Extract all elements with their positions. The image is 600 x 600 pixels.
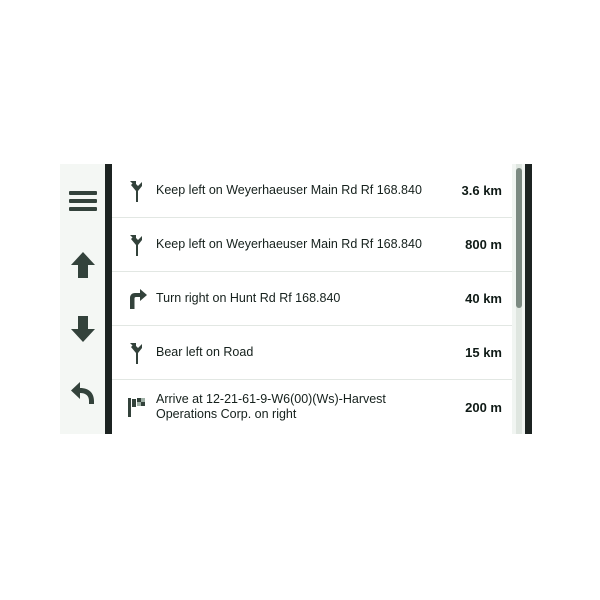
list-item[interactable] <box>112 164 512 218</box>
menu-icon[interactable] <box>64 182 102 220</box>
turn-list[interactable] <box>112 164 512 434</box>
turn-distance: 40 km <box>465 291 502 306</box>
list-item[interactable] <box>112 218 512 272</box>
navigation-device-screen <box>60 164 532 434</box>
turn-right-icon <box>118 288 156 310</box>
turn-distance: 800 m <box>465 237 502 252</box>
list-item[interactable] <box>112 272 512 326</box>
bear-left-icon <box>118 341 156 365</box>
turn-instruction: Bear left on Road <box>156 345 254 359</box>
turn-instruction: Turn right on Hunt Rd Rf 168.840 <box>156 291 341 305</box>
screen-edge-divider <box>525 164 532 434</box>
keep-left-icon <box>118 233 156 257</box>
turn-instruction: Keep left on Weyerhaeuser Main Rd Rf 168.840 <box>156 183 422 197</box>
scrollbar-thumb[interactable] <box>516 168 522 308</box>
turn-instruction: Arrive at 12-21-61-9-W6(00)(Ws)-Harvest Operations Corp. on right <box>156 392 386 421</box>
list-item[interactable] <box>112 380 512 434</box>
toolbar-divider <box>105 164 112 434</box>
arrow-down-icon[interactable] <box>64 310 102 348</box>
destination-flag-icon <box>118 395 156 419</box>
turn-distance: 200 m <box>465 399 502 415</box>
turn-instruction: Keep left on Weyerhaeuser Main Rd Rf 168.840 <box>156 237 422 251</box>
turn-distance: 3.6 km <box>461 183 502 198</box>
list-item[interactable] <box>112 326 512 380</box>
arrow-up-icon[interactable] <box>64 246 102 284</box>
keep-left-icon <box>118 179 156 203</box>
back-arrow-icon[interactable] <box>64 374 102 412</box>
vertical-scrollbar[interactable] <box>512 164 532 434</box>
turn-distance: 15 km <box>465 345 502 360</box>
left-toolbar <box>60 164 105 434</box>
